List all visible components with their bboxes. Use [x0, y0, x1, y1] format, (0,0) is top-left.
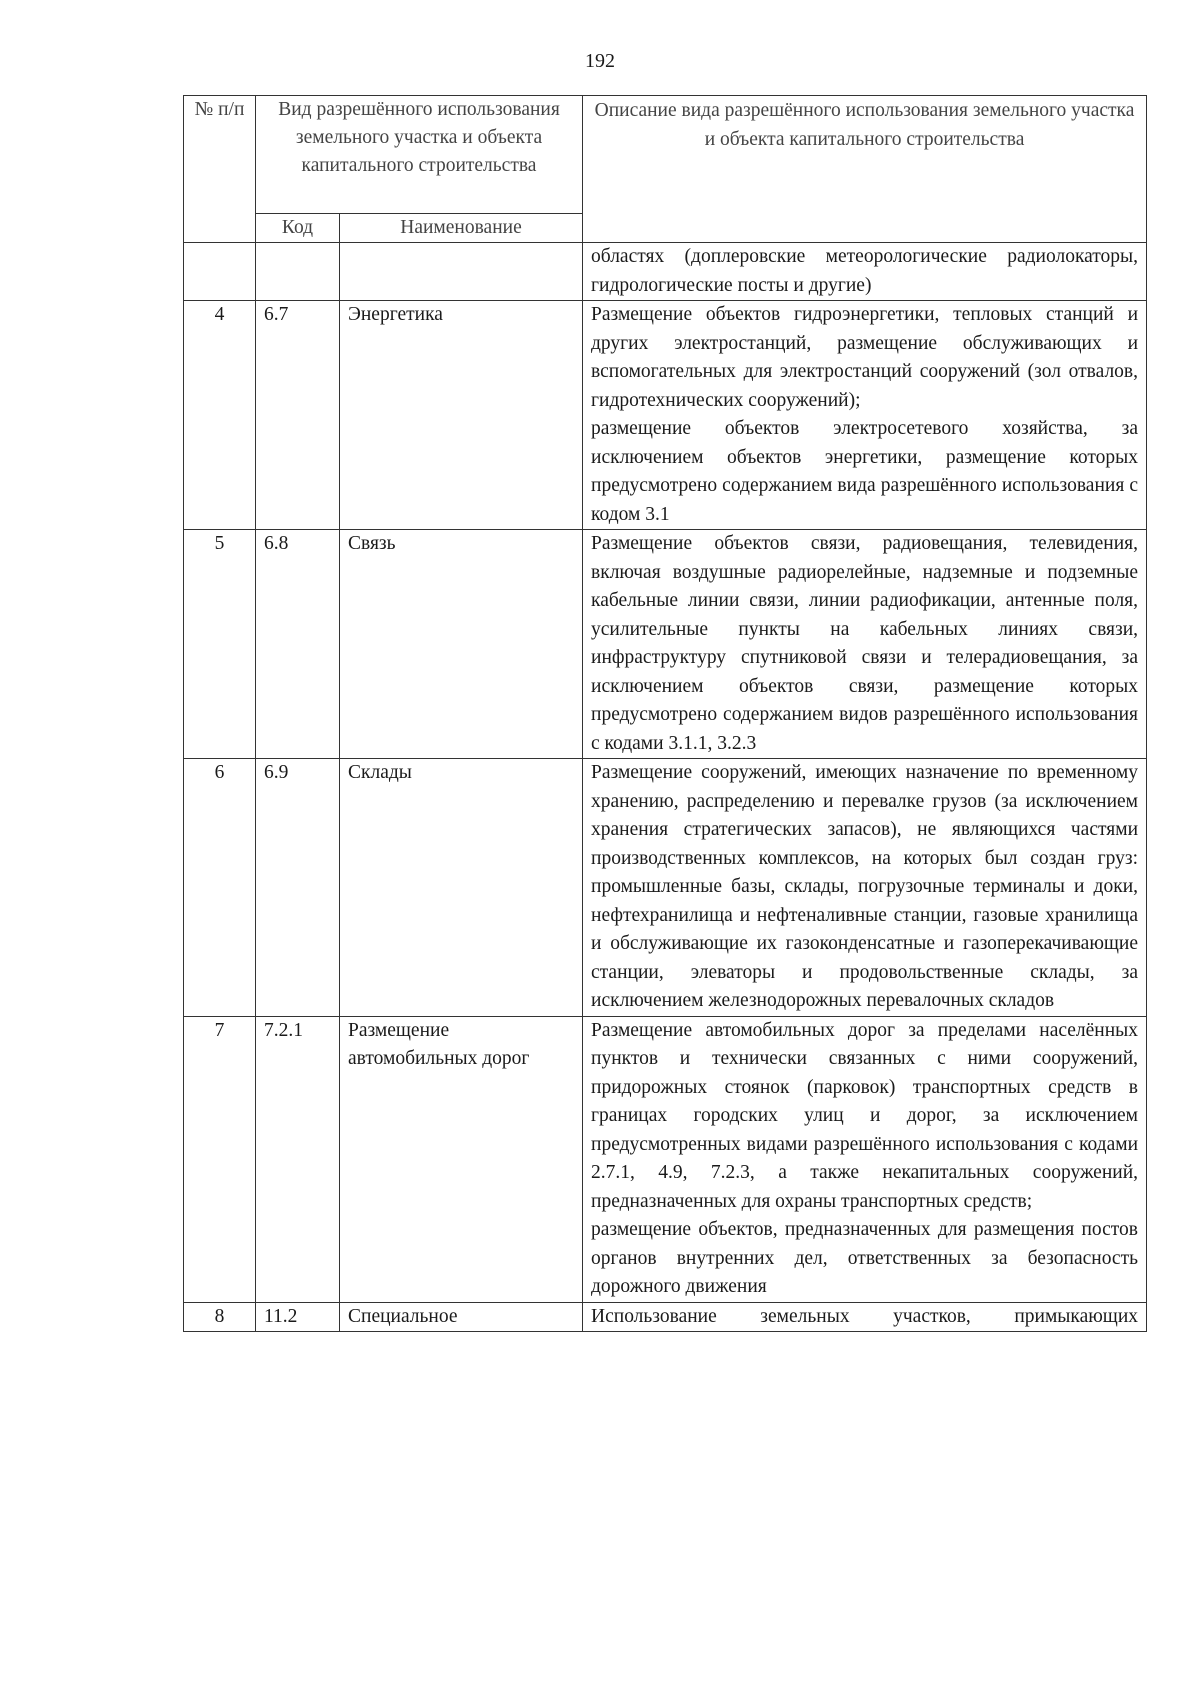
row-name	[340, 243, 583, 301]
row-number: 7	[184, 1016, 256, 1302]
row-code	[256, 243, 340, 301]
row-code: 6.8	[256, 530, 340, 759]
table-row	[184, 243, 1147, 301]
row-description	[583, 301, 1147, 530]
description-paragraph: областях (доплеровские метеорологические радиолокаторы, гидрологические посты и другие)	[591, 246, 1139, 296]
row-number	[184, 243, 256, 301]
row-code: 6.7	[256, 301, 340, 530]
description-paragraph: размещение объектов, предназначенных для размещения постов органов внутренних дел, ответственных за безопасность дорожного движения	[591, 1219, 1139, 1297]
description-paragraph: Размещение автомобильных дорог за пределами населённых пунктов и технически связанных с ними сооружений, придорожных стоянок (парковок) транспортных средств в границах городских улиц и дорог, за исключением предусмотренных видами разрешённого использования с кодами 2.7.1, 4.9, 7.2.3, а также некапитальных сооружений, предназначенных для охраны транспортных средств;	[591, 1019, 1139, 1212]
description-paragraph: Использование земельных участков, примыкающих	[591, 1305, 1139, 1327]
table-header-row	[184, 96, 1147, 214]
header-row-number: № п/п	[184, 96, 256, 243]
row-number: 6	[184, 759, 256, 1017]
page-number: 192	[585, 50, 615, 72]
table-row	[184, 530, 1147, 759]
row-description	[583, 1302, 1147, 1332]
table-row	[184, 301, 1147, 530]
row-name: Размещение автомобильных дорог	[340, 1016, 583, 1302]
table-row	[184, 1302, 1147, 1332]
row-description	[583, 530, 1147, 759]
row-code: 6.9	[256, 759, 340, 1017]
header-land-use-type: Вид разрешённого использования земельного участка и объекта капитального строительства	[256, 96, 583, 214]
description-paragraph: Размещение сооружений, имеющих назначение по временному хранению, распределению и перевалке грузов (за исключением хранения стратегических запасов), не являющихся частями производственных комплексов, на которых был создан груз: промышленные базы, склады, погрузочные терминалы и доки, нефтехранилища и нефтеналивные станции, газовые хранилища и обслуживающие их газоконденсатные и газоперекачивающие станции, элеваторы и продовольственные склады, за исключением железнодорожных перевалочных складов	[591, 762, 1139, 1011]
row-number: 5	[184, 530, 256, 759]
header-name: Наименование	[340, 214, 583, 243]
row-code: 11.2	[256, 1302, 340, 1332]
row-name: Специальное	[340, 1302, 583, 1332]
row-description	[583, 1016, 1147, 1302]
description-paragraph: Размещение объектов гидроэнергетики, тепловых станций и других электростанций, размещение обслуживающих и вспомогательных для электростанций сооружений (зол отвалов, гидротехнических сооружений);	[591, 304, 1139, 411]
row-name: Связь	[340, 530, 583, 759]
land-use-table	[183, 95, 1147, 1332]
row-name: Энергетика	[340, 301, 583, 530]
description-paragraph: размещение объектов электросетевого хозяйства, за исключением объектов энергетики, размещение которых предусмотрено содержанием вида разрешённого использования с кодом 3.1	[591, 418, 1139, 525]
row-number: 4	[184, 301, 256, 530]
description-paragraph: Размещение объектов связи, радиовещания, телевидения, включая воздушные радиорелейные, надземные и подземные кабельные линии связи, линии радиофикации, антенные поля, усилительные пункты на кабельных линиях связи, инфраструктуру спутниковой связи и телерадиовещания, за исключением объектов связи, размещение которых предусмотрено содержанием видов разрешённого использования с кодами 3.1.1, 3.2.3	[591, 533, 1139, 754]
row-name: Склады	[340, 759, 583, 1017]
row-description	[583, 243, 1147, 301]
table-row	[184, 759, 1147, 1017]
row-number: 8	[184, 1302, 256, 1332]
row-code: 7.2.1	[256, 1016, 340, 1302]
header-code: Код	[256, 214, 340, 243]
header-description: Описание вида разрешённого использования земельного участка и объекта капитального строительства	[583, 96, 1147, 243]
table-row	[184, 1016, 1147, 1302]
row-description	[583, 759, 1147, 1017]
